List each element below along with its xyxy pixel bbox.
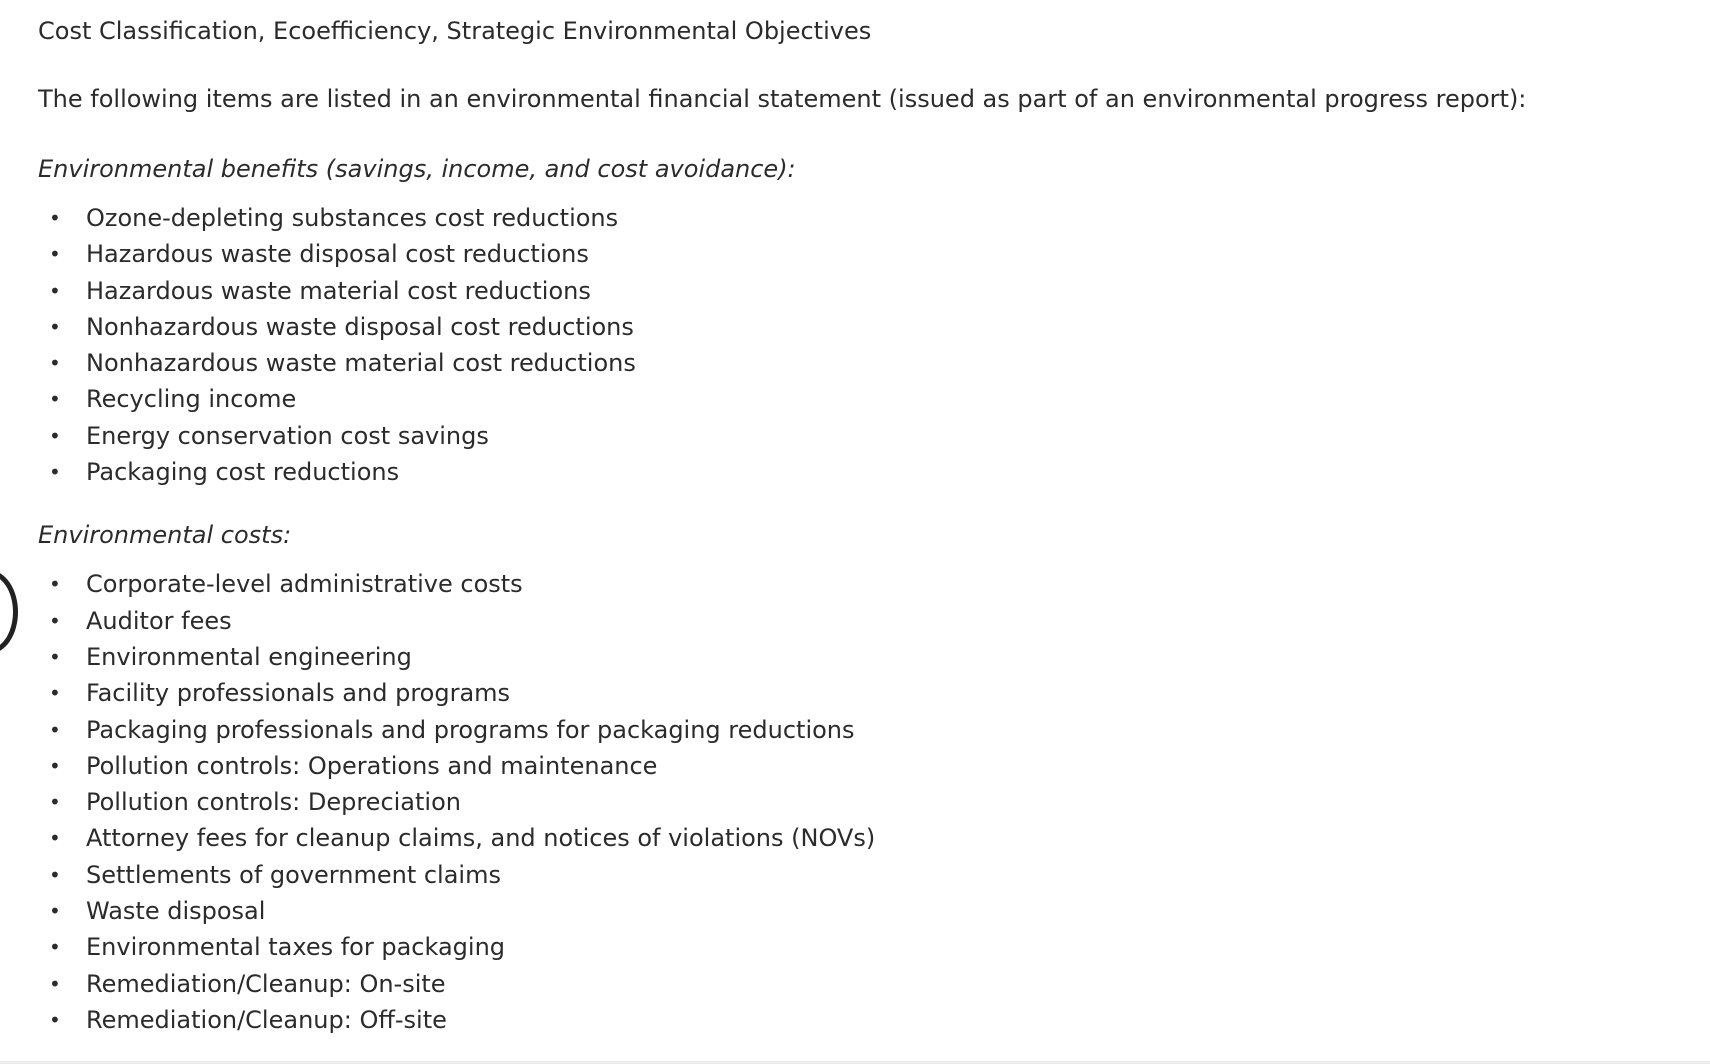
bullet-icon: • — [49, 681, 61, 706]
list-item — [38, 784, 1678, 820]
list-item — [38, 236, 1678, 272]
bullet-icon: • — [49, 423, 61, 448]
document-body — [38, 14, 1678, 1038]
list-item-label: Ozone-depleting substances cost reductions — [86, 204, 619, 232]
list-item — [38, 748, 1678, 784]
list-item-label: Pollution controls: Depreciation — [86, 788, 461, 817]
list-item-label: Waste disposal — [86, 897, 266, 926]
list-item — [38, 418, 1678, 454]
page-title: Cost Classification, Ecoefficiency, Strategic Environmental Objectives — [38, 17, 872, 45]
list-item-label: Settlements of government claims — [86, 860, 501, 889]
list-item — [38, 893, 1678, 929]
list-item — [38, 639, 1678, 675]
benefits-list — [38, 200, 1678, 490]
list-item — [38, 603, 1678, 639]
bullet-icon: • — [49, 644, 61, 669]
list-item — [38, 273, 1678, 309]
bullet-icon: • — [49, 572, 61, 597]
list-item — [38, 309, 1678, 345]
list-item-label: Attorney fees for cleanup claims, and notices of violations (NOVs) — [86, 824, 876, 853]
list-item — [38, 1002, 1678, 1038]
list-item-label: Recycling income — [86, 385, 297, 414]
list-item-label: Hazardous waste disposal cost reductions — [86, 240, 589, 269]
bullet-icon: • — [49, 753, 61, 778]
list-item-label: Hazardous waste material cost reductions — [86, 276, 591, 305]
bullet-icon: • — [49, 935, 61, 960]
list-item-label: Nonhazardous waste disposal cost reductions — [86, 312, 634, 341]
list-item-label: Packaging professionals and programs for packaging reductions — [86, 715, 855, 744]
benefits-heading: Environmental benefits (savings, income, and cost avoidance): — [38, 155, 796, 183]
list-item-label: Environmental engineering — [86, 642, 412, 671]
list-item — [38, 820, 1678, 856]
bullet-icon: • — [49, 242, 61, 267]
bullet-icon: • — [49, 826, 61, 851]
bullet-icon: • — [49, 608, 61, 633]
bullet-icon: • — [49, 717, 61, 742]
list-item — [38, 381, 1678, 417]
list-item — [38, 345, 1678, 381]
list-item-label: Nonhazardous waste material cost reductions — [86, 349, 636, 378]
bullet-icon: • — [49, 790, 61, 815]
list-item — [38, 966, 1678, 1002]
list-item — [38, 857, 1678, 893]
list-item — [38, 566, 1678, 602]
cursor-ring-decoration — [0, 570, 18, 654]
bullet-icon: • — [49, 1007, 61, 1032]
bullet-icon: • — [49, 351, 61, 376]
bullet-icon: • — [49, 278, 61, 303]
list-item-label: Auditor fees — [86, 606, 232, 635]
list-item — [38, 200, 1678, 236]
list-item-label: Packaging cost reductions — [86, 458, 400, 487]
intro-paragraph: The following items are listed in an environmental financial statement (issued as part of an environmental progress report): — [38, 85, 1527, 113]
costs-heading: Environmental costs: — [38, 521, 292, 550]
list-item-label: Energy conservation cost savings — [86, 421, 489, 450]
list-item-label: Remediation/Cleanup: Off-site — [86, 1005, 447, 1034]
list-item — [38, 675, 1678, 711]
bullet-icon: • — [49, 460, 61, 485]
list-item — [38, 712, 1678, 748]
bullet-icon: • — [49, 314, 61, 339]
bullet-icon: • — [49, 206, 61, 230]
bullet-icon: • — [49, 899, 61, 924]
bullet-icon: • — [49, 387, 61, 412]
list-item — [38, 454, 1678, 490]
bullet-icon: • — [49, 971, 61, 996]
list-item-label: Remediation/Cleanup: On-site — [86, 969, 446, 998]
list-item — [38, 929, 1678, 965]
list-item-label: Environmental taxes for packaging — [86, 933, 506, 962]
list-item-label: Corporate-level administrative costs — [86, 570, 523, 599]
bullet-icon: • — [49, 862, 61, 887]
list-item-label: Facility professionals and programs — [86, 679, 511, 708]
list-item-label: Pollution controls: Operations and maintenance — [86, 751, 658, 780]
costs-list — [38, 566, 1678, 1038]
